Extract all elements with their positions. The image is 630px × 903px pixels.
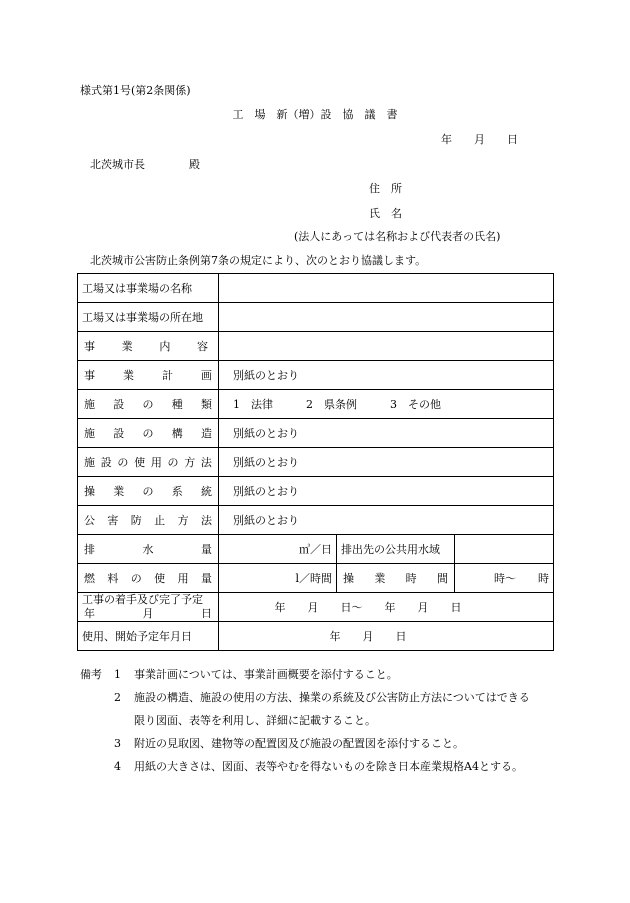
- addressee: 北茨城市長 殿: [90, 158, 200, 171]
- table-row: [78, 448, 554, 477]
- table-row: [78, 535, 554, 564]
- pollution-prevention-value: 別紙のとおり: [219, 506, 554, 535]
- row-label: 工事の着手及び完了予定 年 月 日: [78, 593, 219, 622]
- drainage-volume-field[interactable]: ㎥／日: [219, 535, 337, 564]
- row-label: 施 設 の 使 用 の 方 法: [78, 448, 219, 477]
- row-label: 事 業 計 画: [78, 361, 219, 390]
- address-label: 住 所: [369, 182, 402, 195]
- public-water-field[interactable]: [455, 535, 554, 564]
- row-label: 排出先の公共用水域: [337, 535, 455, 564]
- note-item: 備考 1 事業計画については、事業計画概要を添付すること。: [80, 663, 530, 686]
- row-label: 燃 料 の 使 用 量: [78, 564, 219, 593]
- business-plan-value: 別紙のとおり: [219, 361, 554, 390]
- row-label: 工場又は事業場の名称: [78, 274, 219, 303]
- start-date-field[interactable]: 年 月 日: [219, 622, 554, 651]
- note-item: 4 用紙の大きさは、図面、表等やむを得ないものを除き日本産業規格A4とする。: [114, 760, 523, 773]
- table-row: [78, 303, 554, 332]
- operating-hours-field[interactable]: 時〜 時: [455, 564, 554, 593]
- row-label: 排 水 量: [78, 535, 219, 564]
- fuel-usage-field[interactable]: l／時間: [219, 564, 337, 593]
- table-row: [78, 361, 554, 390]
- table-row: [78, 506, 554, 535]
- row-label: 工場又は事業場の所在地: [78, 303, 219, 332]
- row-label: 施 設 の 構 造: [78, 419, 219, 448]
- operation-system-value: 別紙のとおり: [219, 477, 554, 506]
- facility-location-field[interactable]: [219, 303, 554, 332]
- intro-text: 北茨城市公害防止条例第7条の規定により、次のとおり協議します。: [90, 254, 427, 267]
- application-table: [77, 273, 554, 651]
- row-label: 使用、開始予定年月日: [78, 622, 219, 651]
- document-title: 工 場 新（増）設 協 議 書: [232, 108, 398, 121]
- facility-structure-value: 別紙のとおり: [219, 419, 554, 448]
- notes-section: [80, 663, 530, 778]
- table-row: [78, 332, 554, 361]
- note-item: 限り図面、表等を利用し、詳細に記載すること。: [134, 714, 376, 727]
- row-label: 操 業 の 系 統: [78, 477, 219, 506]
- form-number: 様式第1号(第2条関係): [80, 84, 191, 97]
- facility-usage-value: 別紙のとおり: [219, 448, 554, 477]
- row-label: 事 業 内 容: [78, 332, 219, 361]
- row-label: 公 害 防 止 方 法: [78, 506, 219, 535]
- row-label: 施 設 の 種 類: [78, 390, 219, 419]
- row-label: 操 業 時 間: [337, 564, 455, 593]
- note-item: 3 附近の見取図、建物等の配置図及び施設の配置図を添付すること。: [114, 737, 464, 750]
- facility-name-field[interactable]: [219, 274, 554, 303]
- date-line: 年 月 日: [441, 133, 518, 146]
- business-content-field[interactable]: [219, 332, 554, 361]
- table-row: [78, 419, 554, 448]
- table-row: [78, 593, 554, 622]
- corporation-note: (法人にあっては名称および代表者の氏名): [294, 230, 501, 243]
- table-row: [78, 564, 554, 593]
- table-row: [78, 390, 554, 419]
- notes-heading: 備考: [80, 668, 102, 681]
- note-item: 2 施設の構造、施設の使用の方法、操業の系統及び公害防止方法についてはできる: [114, 691, 530, 704]
- table-row: [78, 477, 554, 506]
- table-row: [78, 622, 554, 651]
- construction-period-field[interactable]: 年 月 日〜 年 月 日: [219, 593, 554, 622]
- table-row: [78, 274, 554, 303]
- name-label: 氏 名: [369, 207, 402, 220]
- facility-type-value: 1 法律 2 県条例 3 その他: [219, 390, 554, 419]
